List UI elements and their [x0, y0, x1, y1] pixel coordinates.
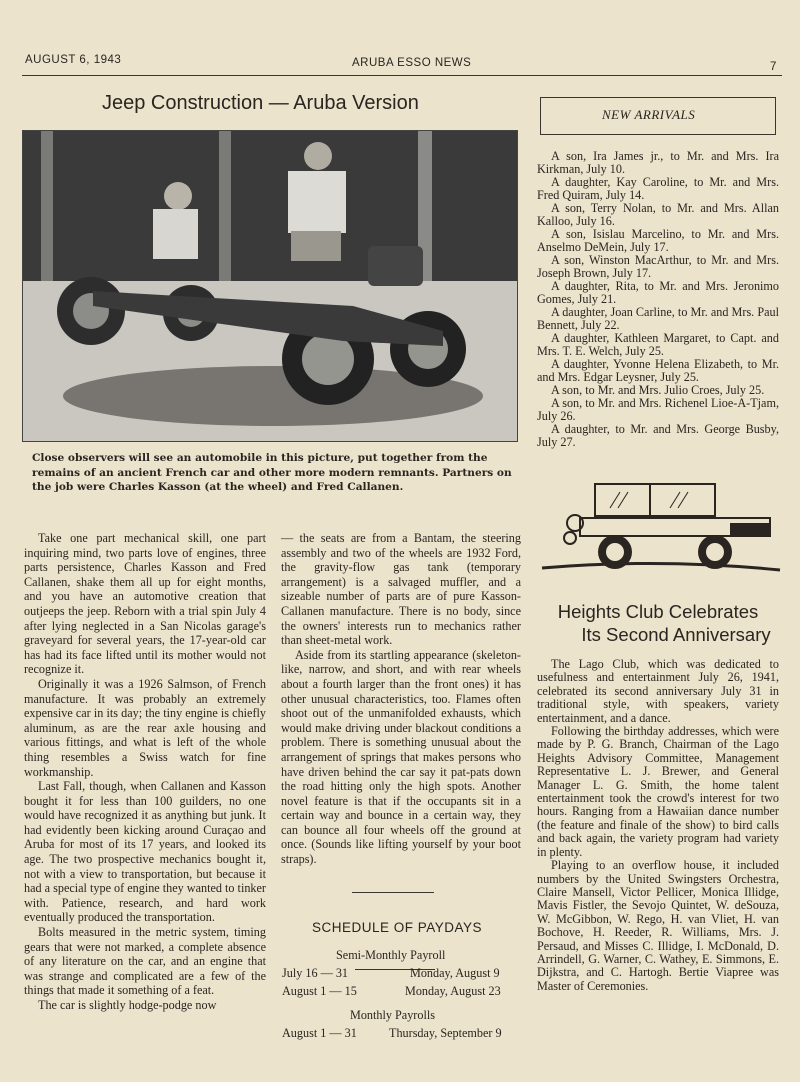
list-item: A daughter, Kay Caroline, to Mr. and Mrs. Fred Quiram, July 14. — [537, 175, 779, 202]
monthly-label: Monthly Payrolls — [350, 1008, 435, 1022]
paragraph: Last Fall, though, when Callanen and Kasson bought it for less than 100 guilders, no one would have recognized it as anything but junk. It had evidently been kicking around Curaçao and Aruba for most of its 17 years, and looked its age. The two prospective mechanics bought it, not with a view to transportation, but because it had a special type of engine they wanted to tinker with. Patience, research, and hard work eventually produced the transportation. — [24, 779, 266, 925]
list-item: A son, to Mr. and Mrs. Richenel Lioe-A-Tjam, July 26. — [537, 396, 779, 423]
page-number: 7 — [770, 61, 777, 73]
heights-headline-line1: Heights Club Celebrates — [557, 601, 759, 622]
jeep-article-col1 — [24, 531, 266, 1013]
pay-day: Monday, August 23 — [405, 984, 501, 998]
paper-name: ARUBA ESSO NEWS — [352, 57, 472, 69]
list-item: A son, Isislau Marcelino, to Mr. and Mrs. Anselmo DeMein, July 17. — [537, 227, 779, 254]
masthead-rule — [22, 75, 782, 76]
paragraph: The Lago Club, which was dedicated to usefulness and entertainment July 26, 1941, celebrated its second anniversary July 31 in traditional style, with speakers, variety entertainment, and a dance. — [537, 657, 779, 725]
truck-illustration — [540, 478, 782, 576]
pay-day: Thursday, September 9 — [389, 1026, 502, 1040]
list-item: A son, Winston MacArthur, to Mr. and Mrs. Joseph Brown, July 17. — [537, 253, 779, 280]
list-item: A daughter, to Mr. and Mrs. George Busby, July 27. — [537, 422, 779, 449]
new-arrivals-list — [537, 150, 779, 449]
jeep-photo-illustration — [23, 131, 517, 441]
paragraph: Bolts measured in the metric system, timing gears that were not marked, a complete absence of any literature on the car, and an engine that was strange and complicated are a few of the things that made it something of a feat. — [24, 925, 266, 998]
pay-period: July 16 — 31 — [282, 966, 349, 980]
photo-caption: Close observers will see an automobile in this picture, put together from the remains of an ancient French car and other more modern remnants. Partners on the job were Charles Kasson (at the wheel) and Fred Callanen. — [32, 452, 512, 493]
list-item: A daughter, Rita, to Mr. and Mrs. Jeronimo Gomes, July 21. — [537, 279, 779, 306]
new-arrivals-title: NEW ARRIVALS — [602, 107, 696, 122]
list-item: A son, to Mr. and Mrs. Julio Croes, July 25. — [551, 383, 765, 397]
paragraph: Aside from its startling appearance (skeleton-like, narrow, and short, and with rear wheels about a fourth larger than the front ones) it has other unusual characteristics, too. Flames often shoot out of the unmanifolded exhausts, which would make driving under blackout conditions a problem. There is something unusual about the arrangement of springs that makes persons who have driven behind the car say it pat-pats down the road hitting only the high spots. Another novel feature is that if the occupants sit in a certain way and bounce in a certain way, they can bounce all four wheels off the ground at once. (Sounds like lifting yourself by your boot straps). — [281, 647, 521, 867]
paragraph: Take one part mechanical skill, one part inquiring mind, two parts love of engines, three parts persistence, Charles Kasson and Fred Callanen, shake them all up for eight months, and you have an automotive creation that outjeeps the jeep. Reborn with a trial spin July 4 after lying neglected in a San Nicolas garage's graveyard for several years, the 17-year-old car has had its face lifted until its mother would not recognize it. — [24, 531, 266, 677]
pay-period: August 1 — 31 — [282, 1026, 357, 1040]
schedule-title: SCHEDULE OF PAYDAYS — [312, 920, 483, 935]
paragraph: Originally it was a 1926 Salmson, of French manufacture. It was probably an extremely expensive car in its day; the tiny engine is chiefly aluminum, as are the rear axle housing and various fittings, and what is left of the whole thing resembles a Swiss watch for fine workmanship. — [24, 676, 266, 779]
new-arrivals-box — [540, 97, 776, 135]
paragraph: Following the birthday addresses, which were made by P. G. Branch, Chairman of the Lago Heights Advisory Committee, Management Representative L. J. Brewer, and General Manager L. G. Smith, the home talent entertainment took the crowd's interest for two hours. Ranging from a Hawaiian dance number (the feature and finale of the show) to bird calls and back again, the variety program had variety in plenty. — [537, 724, 779, 859]
paragraph: The car is slightly hodge-podge now — [38, 998, 217, 1012]
issue-date: AUGUST 6, 1943 — [25, 54, 122, 66]
jeep-photo — [22, 130, 518, 442]
jeep-headline: Jeep Construction — Aruba Version — [102, 92, 419, 114]
pay-period: August 1 — 15 — [282, 984, 357, 998]
list-item: A daughter, Kathleen Margaret, to Capt. and Mrs. T. E. Welch, July 25. — [537, 331, 779, 358]
list-item: A daughter, Joan Carline, to Mr. and Mrs. Paul Bennett, July 22. — [537, 305, 779, 332]
semi-monthly-label: Semi-Monthly Payroll — [336, 948, 446, 962]
paragraph: Playing to an overflow house, it included numbers by the United Swingsters Orchestra, Claire Mansell, Victor Pellicer, Monica Illidge, Mavis Fistler, the Sevojo Quintet, W. deSouza, W. McGibbon, W. Rego, H. van Vliet, H. van Bochove, H. Reeder, R. Williams, Mrs. J. Persaud, and Misses C. Illidge, I. McDonald, D. Arrindell, G. Warner, C. Wathey, E. Simmons, E. Dijkstra, and C. Hartogh. Bertie Viapree was Master of Ceremonies. — [537, 858, 779, 993]
pay-day: Monday, August 9 — [410, 966, 500, 980]
list-item: A son, Terry Nolan, to Mr. and Mrs. Allan Kalloo, July 16. — [537, 201, 779, 228]
heights-article — [537, 658, 779, 993]
jeep-article-col2 — [281, 531, 521, 867]
list-item: A son, Ira James jr., to Mr. and Mrs. Ira Kirkman, July 10. — [537, 149, 779, 176]
list-item: A daughter, Yvonne Helena Elizabeth, to Mr. and Mrs. Edgar Leysner, July 25. — [537, 357, 779, 384]
paragraph: — the seats are from a Bantam, the steering assembly and two of the wheels are 1932 Ford, the gravity-flow gas tank (temporary arrangement) is a salvaged muffler, and a sizeable number of parts are of pure Kasson-Callanen manufacture. There is no body, since the owners' interests run to mechanics rather than sheet-metal work. — [281, 531, 521, 648]
section-divider — [352, 892, 434, 893]
heights-headline-line2: Its Second Anniversary — [581, 624, 771, 645]
